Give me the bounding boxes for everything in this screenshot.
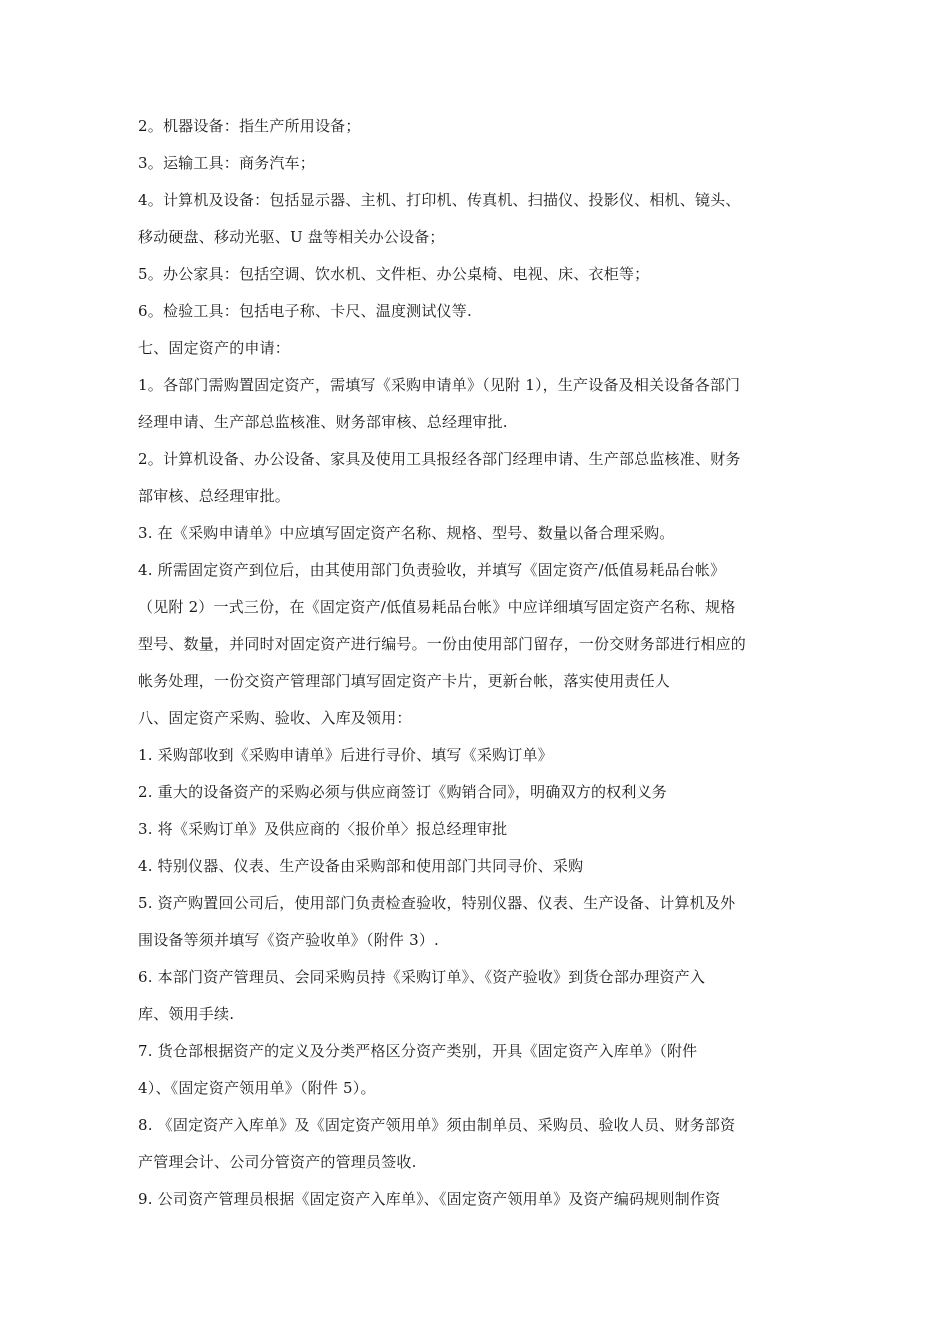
text-line: 围设备等须并填写《资产验收单》（附件 3）.: [138, 931, 439, 949]
text-line: 5. 资产购置回公司后，使用部门负责检查验收，特别仪器、仪表、生产设备、计算机及外: [138, 894, 736, 912]
text-line: 1. 采购部收到《采购申请单》后进行寻价、填写《采购订单》: [138, 746, 553, 764]
text-line: 4. 所需固定资产到位后，由其使用部门负责验收，并填写《固定资产/低值易耗品台帐》: [138, 561, 726, 579]
text-line: 2。机器设备：指生产所用设备；: [138, 117, 361, 135]
text-line: 5。办公家具：包括空调、饮水机、文件柜、办公桌椅、电视、床、衣柜等；: [138, 265, 650, 283]
text-line: 移动硬盘、移动光驱、U 盘等相关办公设备；: [138, 228, 445, 246]
text-line: 4. 特别仪器、仪表、生产设备由采购部和使用部门共同寻价、采购: [138, 857, 584, 875]
text-line: 帐务处理，一份交资产管理部门填写固定资产卡片，更新台帐，落实使用责任人: [138, 672, 671, 690]
text-line: 1。各部门需购置固定资产，需填写《采购申请单》（见附 1），生产设备及相关设备各部门: [138, 376, 741, 394]
document-body: [138, 108, 828, 1218]
text-line: 3. 将《采购订单》及供应商的〈报价单〉报总经理审批: [138, 820, 508, 838]
text-line: （见附 2）一式三份，在《固定资产/低值易耗品台帐》中应详细填写固定资产名称、规格: [138, 598, 736, 616]
text-line: 4）、《固定资产领用单》（附件 5）。: [138, 1079, 376, 1097]
text-line: 产管理会计、公司分管资产的管理员签收.: [138, 1153, 417, 1171]
text-line: 部审核、总经理审批。: [138, 487, 291, 505]
text-line: 型号、数量，并同时对固定资产进行编号。一份由使用部门留存，一份交财务部进行相应的: [138, 635, 747, 653]
text-line: 库、领用手续.: [138, 1005, 235, 1023]
text-line: 3. 在《采购申请单》中应填写固定资产名称、规格、型号、数量以备合理采购。: [138, 524, 675, 542]
text-line: 4。计算机及设备：包括显示器、主机、打印机、传真机、扫描仪、投影仪、相机、镜头、: [138, 191, 741, 209]
text-line: 8. 《固定资产入库单》及《固定资产领用单》须由制单员、采购员、验收人员、财务部资: [138, 1116, 736, 1134]
text-line: 经理申请、生产部总监核准、财务部审核、总经理审批.: [138, 413, 508, 431]
section-heading: 八、固定资产采购、验收、入库及领用：: [138, 709, 412, 727]
text-line: 2. 重大的设备资产的采购必须与供应商签订《购销合同》，明确双方的权利义务: [138, 783, 667, 801]
text-line: 6。检验工具：包括电子称、卡尺、温度测试仪等.: [138, 302, 472, 320]
text-line: 6. 本部门资产管理员、会同采购员持《采购订单》、《资产验收》到货仓部办理资产入: [138, 968, 706, 986]
text-line: 9. 公司资产管理员根据《固定资产入库单》、《固定资产领用单》及资产编码规则制作资: [138, 1190, 721, 1208]
text-line: 3。运输工具：商务汽车；: [138, 154, 315, 172]
section-heading: 七、固定资产的申请：: [138, 339, 291, 357]
text-line: 2。计算机设备、办公设备、家具及使用工具报经各部门经理申请、生产部总监核准、财务: [138, 450, 741, 468]
text-line: 7. 货仓部根据资产的定义及分类严格区分资产类别，开具《固定资产入库单》（附件: [138, 1042, 698, 1060]
